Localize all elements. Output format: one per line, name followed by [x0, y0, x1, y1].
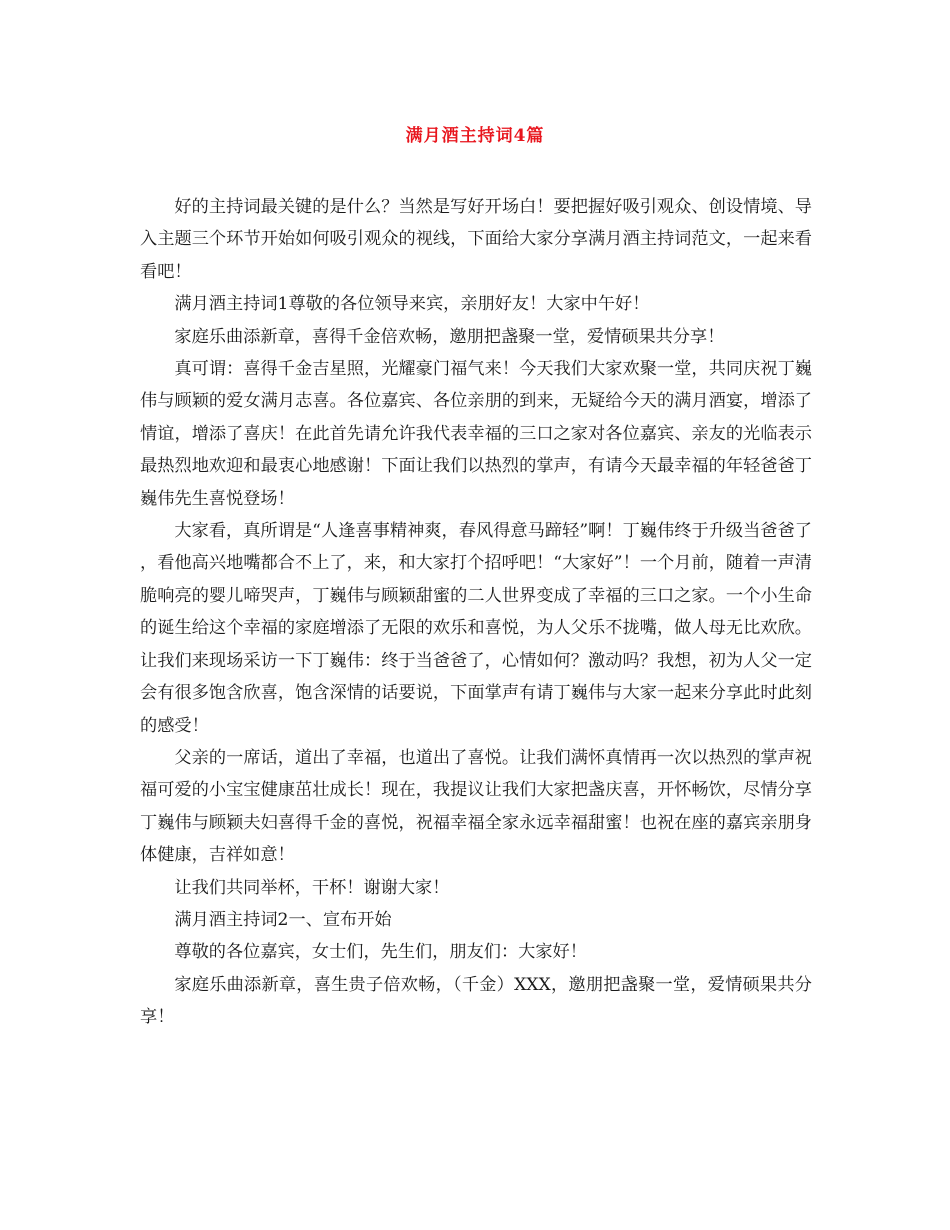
paragraph: 满月酒主持词1尊敬的各位领导来宾，亲朋好友！大家中午好！ [174, 294, 650, 315]
document-body [140, 191, 812, 1034]
document-title: 满月酒主持词4篇 [405, 126, 545, 146]
paragraph: 大家看，真所谓是“人逢喜事精神爽，春风得意马蹄轻”啊！丁巍伟终于升级当爸爸了，看他高兴地嘴都合不上了，来，和大家打个招呼吧！“大家好”！一个月前，随着一声清脆响亮的婴儿啼哭声，丁巍伟与顾颖甜蜜的二人世界变成了幸福的三口之家。一个小生命的诞生给这个幸福的家庭增添了无限的欢乐和喜悦，为人父乐不拢嘴，做人母无比欢欣。让我们来现场采访一下丁巍伟：终于当爸爸了，心情如何？激动吗？我想，初为人父一定会有很多饱含欣喜，饱含深情的话要说，下面掌声有请丁巍伟与大家一起来分享此时此刻的感受！ [140, 521, 812, 736]
paragraph: 家庭乐曲添新章，喜生贵子倍欢畅，（千金）XXX，邀朋把盏聚一堂，爱情硕果共分享！ [140, 974, 812, 1028]
paragraph: 家庭乐曲添新章，喜得千金倍欢畅，邀朋把盏聚一堂，爱情硕果共分享！ [174, 326, 725, 347]
paragraph: 好的主持词最关键的是什么？当然是写好开场白！要把握好吸引观众、创设情境、导入主题三个环节开始如何吸引观众的视线，下面给大家分享满月酒主持词范文，一起来看看吧！ [140, 197, 812, 282]
paragraph: 尊敬的各位嘉宾，女士们，先生们，朋友们：大家好！ [174, 942, 587, 963]
paragraph: 真可谓：喜得千金吉星照，光耀豪门福气来！今天我们大家欢聚一堂，共同庆祝丁巍伟与顾颖的爱女满月志喜。各位嘉宾、各位亲朋的到来，无疑给今天的满月酒宴，增添了情谊，增添了喜庆！在此首先请允许我代表幸福的三口之家对各位嘉宾、亲友的光临表示最热烈地欢迎和最衷心地感谢！下面让我们以热烈的掌声，有请今天最幸福的年轻爸爸丁巍伟先生喜悦登场！ [140, 359, 812, 509]
paragraph: 父亲的一席话，道出了幸福，也道出了喜悦。让我们满怀真情再一次以热烈的掌声祝福可爱的小宝宝健康茁壮成长！现在，我提议让我们大家把盏庆喜，开怀畅饮，尽情分享丁巍伟与顾颖夫妇喜得千金的喜悦，祝福幸福全家永远幸福甜蜜！也祝在座的嘉宾亲朋身体健康，吉祥如意！ [140, 747, 812, 866]
paragraph: 让我们共同举杯，干杯！谢谢大家！ [174, 877, 450, 898]
paragraph: 满月酒主持词2一、宣布开始 [174, 909, 392, 930]
